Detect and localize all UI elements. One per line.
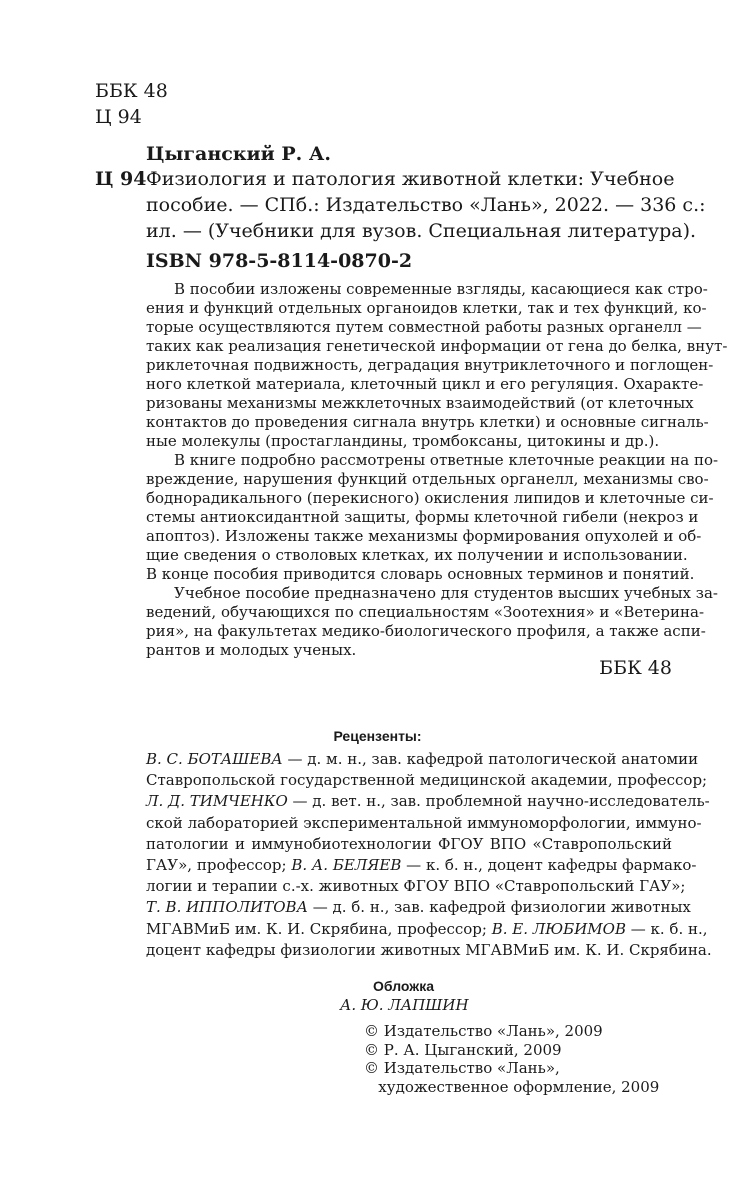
reviewer-line bbox=[146, 770, 708, 791]
copyright-line: художественное оформление, 2009 bbox=[364, 1077, 660, 1096]
reviewer-text: — к. б. н., доцент кафедры фармако- bbox=[401, 856, 697, 875]
reviewer-text: МГАВМиБ им. К. И. Скрябина, профессор; bbox=[146, 919, 492, 938]
copyright-block bbox=[364, 1022, 659, 1096]
abstract-line: контактов до проведения сигнала внутрь клетки) и основные сигналь- bbox=[146, 413, 709, 431]
abstract bbox=[146, 280, 728, 660]
copyright-line: © Р. А. Цыганский, 2009 bbox=[364, 1040, 562, 1059]
reviewer-text: логии и терапии с.-х. животных ФГОУ ВПО «Ставропольский ГАУ»; bbox=[146, 877, 686, 896]
description-line: Физиология и патология животной клетки: Учебное bbox=[146, 168, 675, 190]
abstract-line: апоптоз). Изложены также механизмы формирования опухолей и об- bbox=[146, 527, 702, 545]
reviewer-name: В. С. БОТАШЕВА bbox=[146, 750, 283, 768]
description-line: ил. — (Учебники для вузов. Специальная литература). bbox=[146, 220, 697, 242]
reviewer-name: Т. В. ИППОЛИТОВА bbox=[146, 898, 308, 917]
reviewer-text: ской лабораторией экспериментальной иммуноморфологии, иммуно- bbox=[146, 813, 702, 832]
abstract-line: торые осуществляются путем совместной работы разных органелл — bbox=[146, 318, 702, 336]
isbn: ISBN 978-5-8114-0870-2 bbox=[146, 250, 413, 272]
abstract-paragraph-1 bbox=[146, 280, 728, 451]
cover-designer: А. Ю. ЛАПШИН bbox=[340, 996, 469, 1014]
reviewer-text: патологии и иммунобиотехнологии ФГОУ ВПО «Ставропольский bbox=[146, 834, 672, 853]
copyright-line: © Издательство «Лань», bbox=[364, 1059, 560, 1077]
reviewers-heading: Рецензенты: bbox=[333, 728, 422, 744]
reviewer-name: Л. Д. ТИМЧЕНКО bbox=[146, 792, 288, 811]
abstract-paragraph-3 bbox=[146, 584, 718, 660]
description-line: пособие. — СПб.: Издательство «Лань», 2022. — 336 с.: bbox=[146, 194, 706, 216]
abstract-line: Учебное пособие предназначено для студентов высших учебных за- bbox=[174, 584, 718, 602]
abstract-line: ризованы механизмы межклеточных взаимодействий (от клеточных bbox=[146, 394, 694, 412]
reviewers-list bbox=[146, 749, 712, 961]
abstract-line: вреждение, нарушения функций отдельных органелл, механизмы сво- bbox=[146, 470, 709, 488]
reviewer-line bbox=[146, 749, 699, 770]
abstract-line: рантов и молодых ученых. bbox=[146, 641, 357, 659]
reviewer-name: В. А. БЕЛЯЕВ bbox=[291, 856, 402, 875]
abstract-line: стемы антиоксидантной защиты, формы клеточной гибели (некроз и bbox=[146, 508, 699, 526]
reviewer-line bbox=[146, 813, 702, 834]
abstract-line: ведений, обучающихся по специальностям «Зоотехния» и «Ветерина- bbox=[146, 603, 705, 621]
abstract-paragraph-2 bbox=[146, 451, 719, 584]
abstract-line: таких как реализация генетической информации от гена до белка, внут- bbox=[146, 337, 728, 355]
reviewer-line bbox=[146, 791, 710, 812]
abstract-line: В книге подробно рассмотрены ответные клеточные реакции на по- bbox=[174, 451, 719, 469]
reviewer-line bbox=[146, 855, 697, 876]
reviewer-text: ГАУ», профессор; bbox=[146, 856, 292, 875]
cover-heading: Обложка bbox=[373, 978, 434, 994]
abstract-line: ные молекулы (простагландины, тромбоксаны, цитокины и др.). bbox=[146, 432, 660, 450]
bbk-code: ББК 48 bbox=[95, 80, 168, 102]
reviewer-text: доцент кафедры физиологии животных МГАВМиБ им. К. И. Скрябина. bbox=[146, 940, 712, 959]
reviewer-name: В. Е. ЛЮБИМОВ bbox=[491, 919, 626, 938]
reviewer-text: — д. б. н., зав. кафедрой физиологии животных bbox=[307, 898, 691, 917]
reviewer-line bbox=[146, 876, 686, 897]
abstract-line: ного клеткой материала, клеточный цикл и его регуляция. Охаракте- bbox=[146, 375, 704, 393]
abstract-line: В пособии изложены современные взгляды, касающиеся как стро- bbox=[174, 280, 708, 298]
abstract-line: В конце пособия приводится словарь основных терминов и понятий. bbox=[146, 565, 695, 583]
abstract-line: ения и функций отдельных органоидов клетки, так и тех функций, ко- bbox=[146, 299, 707, 317]
reviewer-text: — д. м. н., зав. кафедрой патологической анатомии bbox=[282, 750, 699, 768]
author-name: Цыганский Р. А. bbox=[146, 143, 331, 165]
abstract-line: щие сведения о стволовых клетках, их получении и использовании. bbox=[146, 546, 688, 564]
entry-author-mark: Ц 94 bbox=[95, 168, 147, 190]
reviewer-line bbox=[146, 834, 672, 855]
reviewer-text: — д. вет. н., зав. проблемной научно-исследователь- bbox=[287, 792, 710, 811]
abstract-line: риклеточная подвижность, деградация внутриклеточного и поглощен- bbox=[146, 356, 714, 374]
bbk-footer: ББК 48 bbox=[599, 657, 672, 679]
abstract-line: боднорадикального (перекисного) окисления липидов и клеточные си- bbox=[146, 489, 714, 507]
reviewer-line bbox=[146, 940, 712, 961]
author-mark: Ц 94 bbox=[95, 106, 142, 128]
reviewer-line bbox=[146, 897, 691, 918]
copyright-line: © Издательство «Лань», 2009 bbox=[364, 1022, 603, 1040]
book-description bbox=[146, 166, 706, 244]
reviewer-text: — к. б. н., bbox=[625, 919, 708, 938]
abstract-line: рия», на факультетах медико-биологического профиля, а также аспи- bbox=[146, 622, 706, 640]
reviewer-line bbox=[146, 919, 708, 940]
reviewer-text: Ставропольской государственной медицинской академии, профессор; bbox=[146, 771, 708, 790]
